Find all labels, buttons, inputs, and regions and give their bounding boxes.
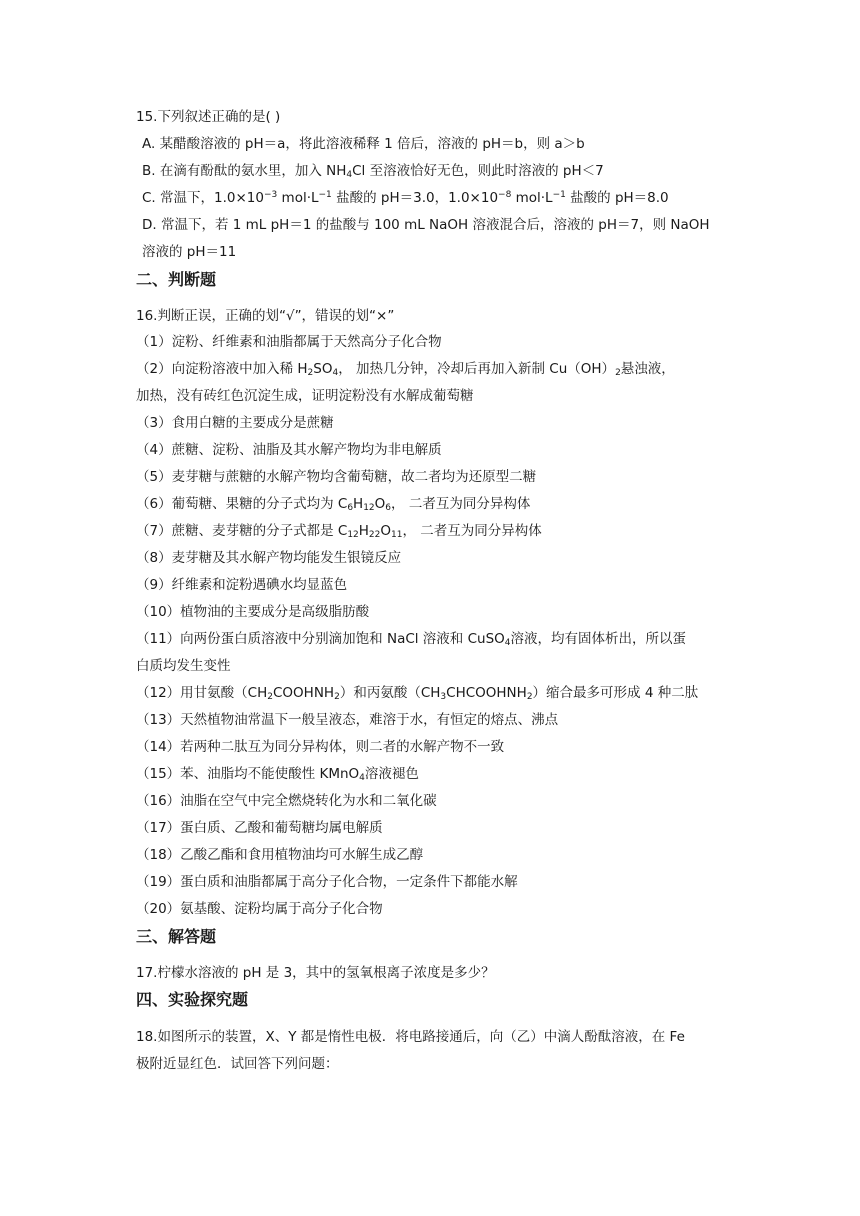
q16-item-7: （7）蔗糖、麦芽糖的分子式都是 $C_{12}H_{22}O_{11}$， 二者互为同分异构体: [136, 523, 542, 540]
q16-item-2-line2: 加热，没有砖红色沉淀生成，证明淀粉没有水解成葡萄糖: [136, 388, 474, 404]
q16-item-13: （13）天然植物油常温下一般呈液态，难溶于水，有恒定的熔点、沸点: [136, 712, 559, 728]
q17-stem: 17.柠檬水溶液的 pH 是 3，其中的氢氧根离子浓度是多少？: [136, 965, 495, 981]
q16-item-6: （6）葡萄糖、果糖的分子式均为 $C_6H_{12}O_6$， 二者互为同分异构体: [136, 496, 531, 513]
q16-item-20: （20）氨基酸、淀粉均属于高分子化合物: [136, 901, 383, 917]
q15-option-c: C. 常温下，$1.0\times 10^{-3}$ $mol\cdot L^{-1}$ 盐酸的 pH＝3.0，$1.0\times 10^{-8}$ $mol\cdot L^{-1}$ 盐酸的 pH＝8.0: [142, 190, 669, 206]
q15-stem: 15.下列叙述正确的是( ): [136, 109, 281, 125]
q16-item-17: （17）蛋白质、乙酸和葡萄糖均属电解质: [136, 820, 383, 836]
q16-item-11-line1: （11）向两份蛋白质溶液中分别滴加饱和 NaCl 溶液和 CuSO$_4$溶液，均有固体析出，所以蛋: [136, 631, 687, 648]
q15-option-d-line1: D. 常温下，若 1 mL pH＝1 的盐酸与 100 mL NaOH 溶液混合后，溶液的 pH＝7，则 NaOH: [142, 217, 710, 233]
q15-option-b: B. 在滴有酚酞的氨水里，加入 $NH_4Cl$ 至溶液恰好无色，则此时溶液的 pH＜7: [142, 163, 604, 180]
q16-stem: 16.判断正误，正确的划“√”，错误的划“×”: [136, 308, 395, 324]
q16-item-10: （10）植物油的主要成分是高级脂肪酸: [136, 604, 370, 620]
q16-item-5: （5）麦芽糖与蔗糖的水解产物均含葡萄糖，故二者均为还原型二糖: [136, 469, 537, 485]
q16-item-2-line1: （2）向淀粉溶液中加入稀 $H_2SO_4$， 加热几分钟，冷却后再加入新制 $Cu(OH)_2$悬浊液，: [136, 361, 675, 378]
q16-item-8: （8）麦芽糖及其水解产物均能发生银镜反应: [136, 550, 402, 566]
q16-item-19: （19）蛋白质和油脂都属于高分子化合物，一定条件下都能水解: [136, 874, 518, 890]
q16-item-3: （3）食用白糖的主要成分是蔗糖: [136, 415, 334, 431]
q15-option-d-line2: 溶液的 pH＝11: [142, 244, 237, 260]
q16-item-14: （14）若两种二肽互为同分异构体，则二者的水解产物不一致: [136, 739, 505, 755]
q16-item-9: （9）纤维素和淀粉遇碘水均显蓝色: [136, 577, 348, 593]
section-heading-judgement: 二、判断题: [136, 270, 217, 289]
q16-item-18: （18）乙酸乙酯和食用植物油均可水解生成乙醇: [136, 847, 424, 863]
q18-stem-line1: 18.如图所示的装置，X、Y 都是惰性电极．将电路接通后，向（乙）中滴人酚酞溶液，在 Fe: [136, 1029, 685, 1045]
q16-item-15: （15）苯、油脂均不能使酸性 KMnO$_4$溶液褪色: [136, 766, 419, 783]
section-heading-answer: 三、解答题: [136, 927, 217, 946]
q18-stem-line2: 极附近显红色．试回答下列问题：: [136, 1056, 339, 1072]
q16-item-1: （1）淀粉、纤维素和油脂都属于天然高分子化合物: [136, 334, 442, 350]
q16-item-16: （16）油脂在空气中完全燃烧转化为水和二氧化碳: [136, 793, 437, 809]
q15-option-a: A. 某醋酸溶液的 pH＝a，将此溶液稀释 1 倍后，溶液的 pH＝b，则 a＞b: [142, 136, 585, 152]
section-heading-experiment: 四、实验探究题: [136, 990, 249, 1009]
q16-item-4: （4）蔗糖、淀粉、油脂及其水解产物均为非电解质: [136, 442, 442, 458]
q16-item-12: （12）用甘氨酸$(CH_2COOHNH_2)$和丙氨酸$(CH_3CHCOOHNH_2)$缩合最多可形成 4 种二肽: [136, 685, 699, 702]
q16-item-11-line2: 白质均发生变性: [136, 658, 231, 674]
